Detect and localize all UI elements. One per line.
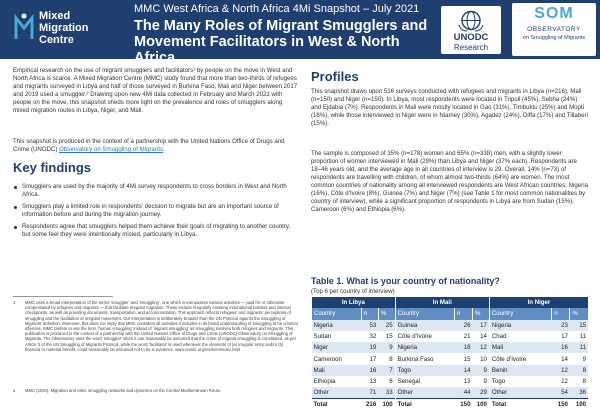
table-cell: 14 — [552, 353, 570, 364]
column-header: n — [361, 308, 378, 319]
table-cell: 100 — [570, 399, 588, 410]
footnote-number: 2 — [13, 388, 16, 393]
profiles-heading: Profiles — [311, 69, 359, 84]
table-cell: Ethiopia — [312, 376, 362, 387]
table-cell: Total — [395, 399, 454, 410]
table-row — [312, 320, 589, 331]
table-total-row — [312, 399, 589, 410]
table-cell: Nigeria — [489, 320, 552, 331]
table-cell: 15 — [570, 320, 588, 331]
column-header: n — [454, 308, 472, 319]
mmc-org-name — [39, 10, 89, 46]
som-observatory: OBSERVATORY — [527, 26, 581, 33]
table-cell: Total — [489, 399, 552, 410]
table-row — [312, 342, 589, 353]
table-row — [312, 365, 589, 376]
nationality-table — [311, 297, 588, 410]
table-cell: Côte d’Ivoire — [395, 331, 454, 342]
partnership-paragraph — [13, 138, 299, 154]
key-findings-heading: Key findings — [13, 160, 92, 175]
table-cell: 16 — [552, 342, 570, 353]
table-cell: 12 — [552, 365, 570, 376]
page-title: The Many Roles of Migrant Smugglers and Movement Facilitators in West & North Africa — [134, 18, 428, 66]
intro-paragraph: Empirical research on the use of migrant smugglers and facilitators¹ by people on the move in West and North Africa is scarce. A Mixed Migration Centre (MMC) study found that more than two-thirds of refugees and migrants surveyed in Libya and half of those surveyed in Burkina Faso, Mali and Niger between 2017 and 2019 used a smuggler.² Drawing upon new 4Mi data collected in February and March 2021 with people on the move, this snapshot sheds more light on the prevalence and roles of smugglers along mixed migration routes in Libya, Niger, and Mali. — [13, 67, 298, 114]
un-globe-icon — [457, 9, 485, 32]
table-cell: Senegal — [395, 376, 454, 387]
table-cell: 11 — [570, 342, 588, 353]
table-cell: 17 — [552, 331, 570, 342]
key-finding-item: Smugglers are used by the majority of 4Mi survey respondents to cross borders in West and North Africa. — [13, 183, 299, 199]
table-cell: 25 — [378, 320, 395, 331]
observatory-link[interactable]: Observatory on Smuggling of Migrants — [59, 146, 164, 153]
table-title: Table 1. What is your country of nationality? — [311, 276, 500, 286]
table-cell: 19 — [361, 342, 378, 353]
table-cell: Chad — [489, 331, 552, 342]
table-cell: 17 — [472, 320, 489, 331]
table-cell: 9 — [472, 365, 489, 376]
mmc-logo — [13, 8, 105, 48]
table-cell: 7 — [378, 365, 395, 376]
table-cell: Mali — [489, 342, 552, 353]
table-cell: 14 — [454, 365, 472, 376]
table-cell: 216 — [361, 399, 378, 410]
table-cell: 29 — [472, 387, 489, 398]
table-cell: 8 — [570, 365, 588, 376]
table-cell: 21 — [454, 331, 472, 342]
partnership-text: This snapshot is produced in the context of a partnership with the United Nations Office of Drugs and Crime (UNODC) — [13, 138, 285, 153]
table-cell: 6 — [378, 376, 395, 387]
mmc-logo-icon — [13, 12, 35, 42]
table-cell: 100 — [472, 399, 489, 410]
table-cell: 23 — [552, 320, 570, 331]
column-header: n — [552, 308, 570, 319]
table-cell: 12 — [472, 342, 489, 353]
footnote-number: 1 — [13, 300, 16, 305]
table-cell: Burkina Faso — [395, 353, 454, 364]
footnote-text: MMC uses a broad interpretation of the terms ‘smuggler’ and ‘smuggling’, one which encompasses various activities — paid for or otherwise compensated by refugees and migrants — that facilitate irregular migration. These include irregularly crossing international borders and internal checkpoints, as well as providing documents, transportation, and accommodation. This approach reflects refugees’ and migrants’ perceptions of smuggling and the facilitation of irregular movement. Our interpretation is deliberately broader than the UN Protocol against the Smuggling of Migrants’ definition. Moreover, this does not imply that MMC considers all activities it includes in its broad understanding of smuggling to be criminal offences. MMC prefers to use the term ‘human smuggling’ instead of ‘migrant smuggling’ as smuggling involves both refugees and migrants. This publication is produced in the context of a partnership with the United Nations Office of Drugs and Crime (UNODC) Observatory on Smuggling of Migrants. The Observatory uses the word ‘smuggler’ when it can reasonably be assumed that the crime of migrant smuggling is constituted, as per Article 3 of the UN Smuggling of Migrants Protocol, while the word ‘facilitator’ is used whenever the elements of (a) irregular entry and/or (b) financial or material benefit, could reasonably be assumed not to be in evidence. www.unodc.org/res/som/index.html — [25, 300, 298, 352]
table-cell: Nigeria — [395, 342, 454, 353]
table-cell: 100 — [378, 399, 395, 410]
group-header-libya: In Libya — [312, 297, 396, 308]
footnote — [13, 388, 299, 393]
table-row — [312, 387, 589, 398]
table-cell: Togo — [489, 376, 552, 387]
table-cell: 9 — [472, 376, 489, 387]
column-header: % — [472, 308, 489, 319]
footnote-text: MMC (2020). Migration and risks: smuggling networks and dynamics on the Central Mediterranean Route. — [25, 388, 222, 393]
table-row — [312, 376, 589, 387]
table-cell: 10 — [472, 353, 489, 364]
table-cell: 36 — [570, 387, 588, 398]
sample-paragraph: The sample is composed of 35% (n=178) women and 65% (n=338) men, with a slightly lower proportion of women interviewed in Mali (29%) than Libya and Niger (37% each). Respondents are 18–46 years old, and the average age in all countries of interview is 29. Overall, 14% (n=73) of respondents are travelling with children, of whom almost two-thirds (64%) are women. The most common countries of nationality among all interviewed respondents are West African countries: Nigeria (16%), Côte d’Ivoire (8%), Guinea (7%) and Niger (7%) (see Table 1 for most common nationalities by country of interview), while a significant proportion of respondents in Libya are from Sudan (15%), Cameroon (6%) and Ethiopia (6%). — [311, 150, 588, 213]
org-line: Mixed — [39, 10, 71, 22]
org-line: Migration — [39, 22, 89, 34]
unodc-research: Research — [453, 43, 489, 52]
table-cell: 44 — [454, 387, 472, 398]
table-cell: Mali — [312, 365, 362, 376]
table-cell: 9 — [378, 342, 395, 353]
page-header — [0, 0, 600, 66]
table-cell: 17 — [361, 353, 378, 364]
profiles-paragraph: This snapshot draws upon 516 surveys conducted with refugees and migrants in Libya (n=216), Mali (n=150) and Niger (n=150). In Libya, most respondents were located in Tripoli (45%), Sebha (24%) and Ejdabia (7%). Respondents in Mali were mostly located in Gao (31%), Timbuktu (25%) and Mopti (18%), while those interviewed in Niger were in Niamey (30%), Agadez (24%), Diffa (17%) and Tillaberi (15%). — [311, 88, 588, 127]
som-subtitle: on Smuggling of Migrants — [522, 35, 586, 41]
table-cell: Côte d’Ivoire — [489, 353, 552, 364]
table-cell: 26 — [454, 320, 472, 331]
unodc-logo — [441, 6, 501, 54]
table-cell: 32 — [361, 331, 378, 342]
table-body — [312, 320, 589, 399]
column-header: % — [570, 308, 588, 319]
table-cell: Cameroon — [312, 353, 362, 364]
table-cell: Nigeria — [312, 320, 362, 331]
table-cell: Guinea — [395, 320, 454, 331]
column-header-row — [312, 308, 589, 319]
table-cell: 8 — [378, 353, 395, 364]
table-subtitle: (Top 6 per country of interview) — [311, 288, 395, 295]
table-cell: Total — [312, 399, 362, 410]
table-cell: Benin — [489, 365, 552, 376]
table-cell: Other — [489, 387, 552, 398]
group-header-mali: In Mali — [395, 297, 489, 308]
unodc-name: UNODC — [453, 32, 489, 43]
table-cell: Niger — [312, 342, 362, 353]
column-header: % — [378, 308, 395, 319]
table-cell: 9 — [570, 353, 588, 364]
org-line: Centre — [39, 34, 74, 46]
table-cell: 150 — [454, 399, 472, 410]
table-cell: 13 — [361, 376, 378, 387]
table-cell: Togo — [395, 365, 454, 376]
table-cell: Other — [395, 387, 454, 398]
table-cell: 16 — [361, 365, 378, 376]
table-cell: 11 — [570, 331, 588, 342]
table-cell: 8 — [570, 376, 588, 387]
table-cell: 18 — [454, 342, 472, 353]
table-cell: 33 — [378, 387, 395, 398]
table-cell: 12 — [552, 376, 570, 387]
partnership-end: . — [163, 146, 165, 153]
table-cell: 15 — [378, 331, 395, 342]
footnote-divider — [13, 296, 113, 297]
column-header: Country — [395, 308, 454, 319]
table-cell: 54 — [552, 387, 570, 398]
table-cell: Other — [312, 387, 362, 398]
column-header: Country — [312, 308, 362, 319]
table-cell: 15 — [454, 353, 472, 364]
table-cell: 53 — [361, 320, 378, 331]
table-cell: 13 — [454, 376, 472, 387]
table-cell: 150 — [552, 399, 570, 410]
key-findings-list — [13, 183, 299, 243]
table-row — [312, 353, 589, 364]
key-finding-item: Smugglers play a limited role in respondents’ decision to migrate but are an important source of information before and during the migration journey. — [13, 203, 299, 219]
snapshot-kicker: MMC West Africa & North Africa 4Mi Snapshot – July 2021 — [134, 3, 420, 15]
key-finding-item: Respondents agree that smugglers helped them achieve their goals of migrating to another country, but some feel they were intentionally misled, particularly in Libya. — [13, 223, 299, 239]
table-cell: Sudan — [312, 331, 362, 342]
som-name: SOM — [534, 5, 574, 22]
som-logo — [512, 3, 596, 56]
column-header: Country — [489, 308, 552, 319]
table-cell: 71 — [361, 387, 378, 398]
group-header-niger: In Niger — [489, 297, 588, 308]
footnote — [13, 300, 299, 352]
table-cell: 14 — [472, 331, 489, 342]
table-row — [312, 331, 589, 342]
